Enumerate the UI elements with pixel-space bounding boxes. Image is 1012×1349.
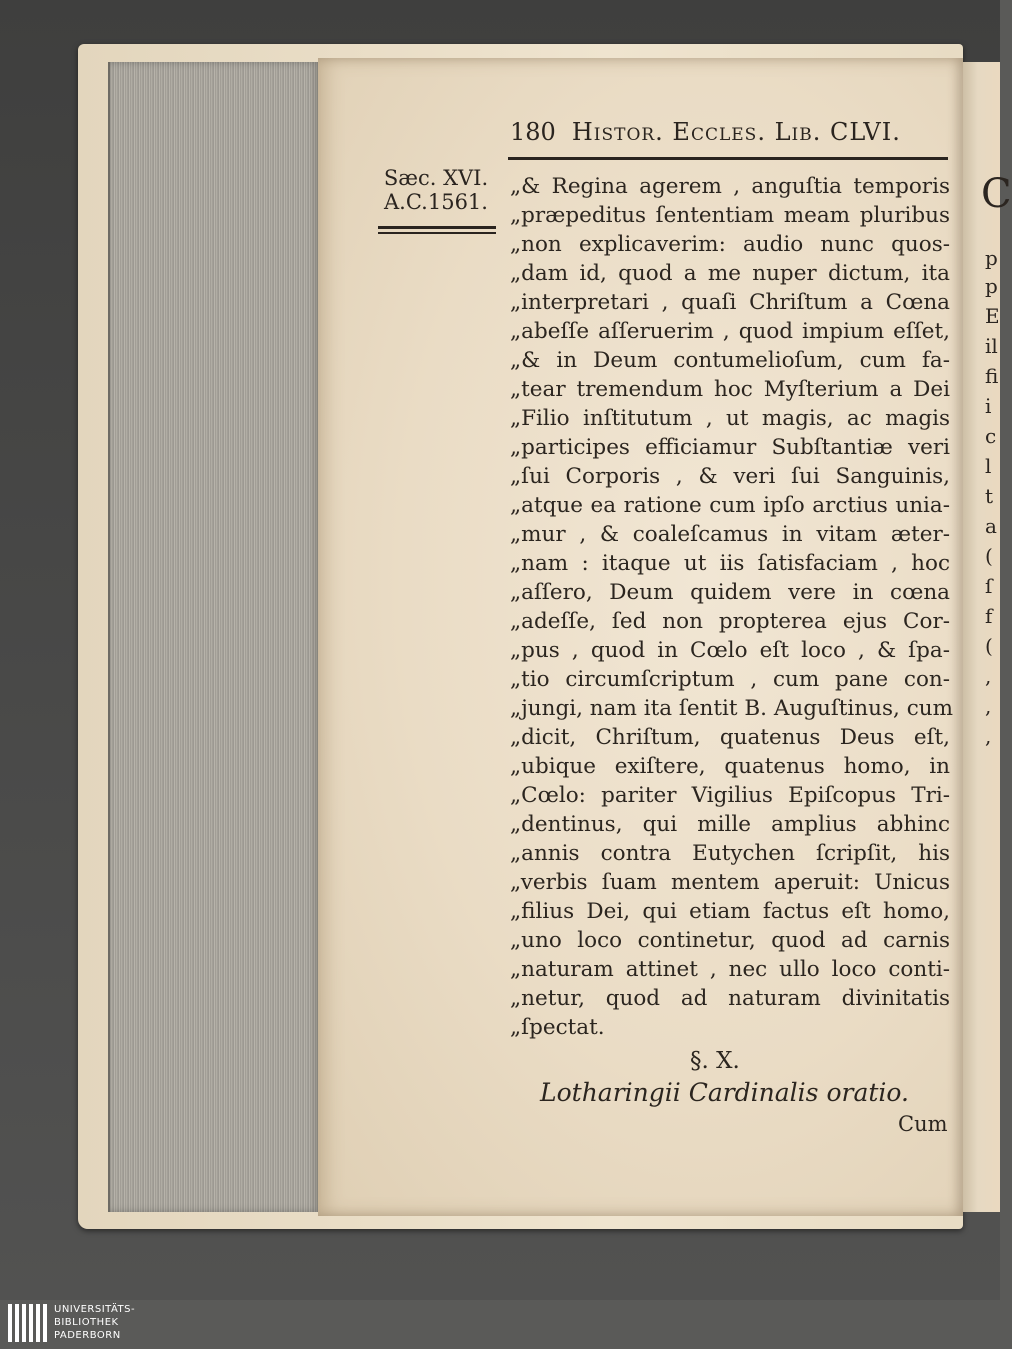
text-line: „ubique exiſtere, quatenus homo, in (510, 754, 950, 779)
text-line: „jungi, nam ita ſentit B. Auguſtinus, cum (510, 696, 953, 721)
text-line: „adeſſe, ſed non propterea ejus Cor- (510, 609, 950, 634)
body-text (510, 172, 953, 1042)
facing-page-fragment: f (985, 604, 993, 628)
text-line: „& in Deum contumelioſum, cum fa- (510, 348, 950, 373)
facing-page-fragment: ſ (985, 574, 993, 598)
facing-page-fragment: p (985, 274, 998, 298)
facing-page-fragment: , (985, 664, 992, 688)
text-line: „mur , & coaleſcamus in vitam æter- (510, 522, 950, 547)
institution-line: PADERBORN (54, 1330, 121, 1341)
running-head: Histor. Eccles. Lib. CLVI. (571, 118, 901, 146)
facing-page-fragment: il (985, 334, 998, 358)
running-header (510, 118, 940, 146)
institution-name (54, 1303, 135, 1342)
text-line: „Filio inſtitutum , ut magis, ac magis (510, 406, 950, 431)
text-line: „atque ea ratione cum ipſo arctius unia- (510, 493, 950, 518)
text-line: „Cœlo: pariter Vigilius Epiſcopus Tri- (510, 783, 950, 808)
text-line: „aſſero, Deum quidem vere in cœna (510, 580, 950, 605)
facing-page-fragment: i (985, 394, 992, 418)
section-title: Lotharingii Cardinalis oratio. (540, 1078, 909, 1107)
text-line: „præpeditus ſententiam meam pluribus (510, 203, 950, 228)
text-line: „naturam attinet , nec ullo loco conti- (510, 957, 950, 982)
facing-page-fragment: , (985, 724, 992, 748)
page-block-edge (108, 62, 320, 1212)
facing-page-fragment: ( (985, 634, 993, 658)
facing-page-fragment: , (985, 694, 992, 718)
text-line: „filius Dei, qui etiam factus eſt homo, (510, 899, 950, 924)
text-line: „pus , quod in Cœlo eſt loco , & ſpa- (510, 638, 950, 663)
facing-page-fragment: a (985, 514, 997, 538)
text-line: „tio circumſcriptum , cum pane con- (510, 667, 950, 692)
facing-page-edge (963, 62, 1012, 1212)
facing-page-fragment: c (985, 424, 997, 448)
margin-note-century: Sæc. XVI. (383, 166, 489, 190)
library-footer (0, 1300, 1000, 1349)
text-line: „ſpectat. (510, 1015, 605, 1040)
library-logo (8, 1304, 48, 1342)
text-line: „annis contra Eutychen ſcripſit, his (510, 841, 950, 866)
facing-page-fragment: p (985, 246, 998, 270)
text-line: „dentinus, qui mille amplius abhinc (510, 812, 950, 837)
page-number: 180 (510, 118, 556, 146)
text-line: „dam id, quod a me nuper dictum, ita (510, 261, 950, 286)
text-line: „nam : itaque ut iis ſatisfaciam , hoc (510, 551, 950, 576)
facing-page-fragment: l (985, 454, 992, 478)
facing-page-fragment: t (985, 484, 994, 508)
section-mark: §. X. (690, 1048, 740, 1074)
header-rule (508, 157, 948, 160)
text-line: „verbis ſuam mentem aperuit: Unicus (510, 870, 950, 895)
margin-rule (378, 226, 496, 229)
facing-page-fragment: E (985, 304, 1000, 328)
institution-line: UNIVERSITÄTS- (54, 1304, 136, 1315)
text-line: „netur, quod ad naturam divinitatis (510, 986, 950, 1011)
margin-note (374, 166, 498, 214)
text-line: „& Regina agerem , anguſtia temporis (510, 174, 950, 199)
text-line: „abeſſe aſſeruerim , quod impium eſſet, (510, 319, 950, 344)
margin-rule (378, 232, 496, 234)
text-line: „ſui Corporis , & veri ſui Sanguinis, (510, 464, 950, 489)
text-line: „interpretari , quaſi Chriſtum a Cœna (510, 290, 950, 315)
text-line: „non explicaverim: audio nunc quos- (510, 232, 950, 257)
text-line: „participes efficiamur Subſtantiæ veri (510, 435, 950, 460)
text-line: „tear tremendum hoc Myſterium a Dei (510, 377, 950, 402)
catchword: Cum (898, 1112, 948, 1136)
text-line: „dicit, Chriſtum, quatenus Deus eſt, (510, 725, 950, 750)
facing-page-fragment: C (981, 171, 1012, 217)
margin-note-year: A.C.1561. (384, 190, 488, 214)
institution-line: BIBLIOTHEK (54, 1317, 119, 1328)
facing-page-fragment: fi (985, 364, 999, 388)
facing-page-fragment: ( (985, 544, 993, 568)
text-line: „uno loco continetur, quod ad carnis (510, 928, 950, 953)
